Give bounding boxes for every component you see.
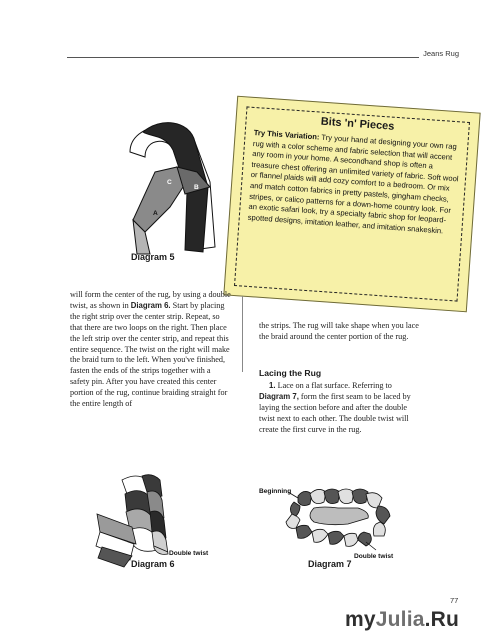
lacing-subhead: Lacing the Rug — [259, 368, 322, 378]
diagram6-caption: Diagram 6 — [131, 559, 175, 569]
sidebar-intro: Try This Variation: — [253, 127, 320, 142]
watermark-part-a: my — [345, 608, 376, 631]
running-head: Jeans Rug — [419, 49, 459, 58]
step-number: 1. — [269, 381, 276, 390]
diagram7-caption: Diagram 7 — [308, 559, 352, 569]
sidebar-body — [247, 128, 461, 238]
diagram-5 — [115, 112, 225, 262]
diagram5-caption: Diagram 5 — [131, 252, 175, 262]
diagram7-callout-twist: Double twist — [354, 553, 394, 560]
diagram7-callout-beginning: Beginning — [259, 488, 292, 495]
left-p1-start: will form the center of the rug, by using a double twist, as shown in — [70, 290, 231, 310]
sidebar-box — [223, 96, 480, 313]
page-number: 77 — [450, 596, 459, 605]
column-divider — [242, 296, 243, 372]
right-column-continuation: the strips. The rug will take shape when you lace the braid around the center portion of the rug. — [259, 321, 419, 341]
sidebar-text: Try your hand at designing your own rag rug with a color scheme and fabric selection that will accent any room in your home. A secondhand shop is often a treasure chest offering an unlimited variety of fabric. Soft wool or flannel plaids will add cozy comfort to a bedroom. Or mix and match cotton fabrics in pretty pastels, gingham checks, stripes, or calico patterns for a down-home country look. For an exotic safari look, try a specialty fabric shop for leopard-spotted designs, imitation leather, and imitation snakeskin. — [247, 132, 459, 236]
left-p1-bold: Diagram 6. — [130, 300, 171, 310]
diagram5-label-c: C — [167, 179, 172, 186]
diagram6-callout: Double twist — [169, 550, 209, 557]
watermark-part-c: .Ru — [424, 608, 460, 631]
diagram-6 — [92, 472, 242, 570]
diagram-7 — [258, 478, 408, 562]
left-p1-end: Start by placing the right strip over the center strip. Repeat, so that there are two loops on the right. Then place the left strip over the center strip, and repeat this entire sequence. The twist on the right will make the braid turn to the left. When you've finished, fasten the ends of the strips together with a safety pin. After you have created this center portion of the rug, continue braiding straight for the entire length of — [70, 300, 230, 409]
step-bold: Diagram 7, — [259, 391, 299, 401]
step-start: Lace on a flat surface. Referring to — [277, 381, 392, 390]
watermark — [345, 608, 459, 632]
step-end: form the first seam to be laced by laying the section before and after the double twist next to each other. The double twist will create the first curve in the rug. — [259, 391, 411, 434]
diagram5-label-b: B — [194, 184, 199, 191]
right-column-step1 — [259, 381, 419, 436]
diagram5-label-a: A — [153, 210, 158, 217]
header-rule — [67, 57, 459, 58]
watermark-part-b: Julia — [375, 608, 425, 631]
sidebar-title: Bits 'n' Pieces — [320, 115, 395, 133]
left-column-text — [70, 290, 232, 410]
